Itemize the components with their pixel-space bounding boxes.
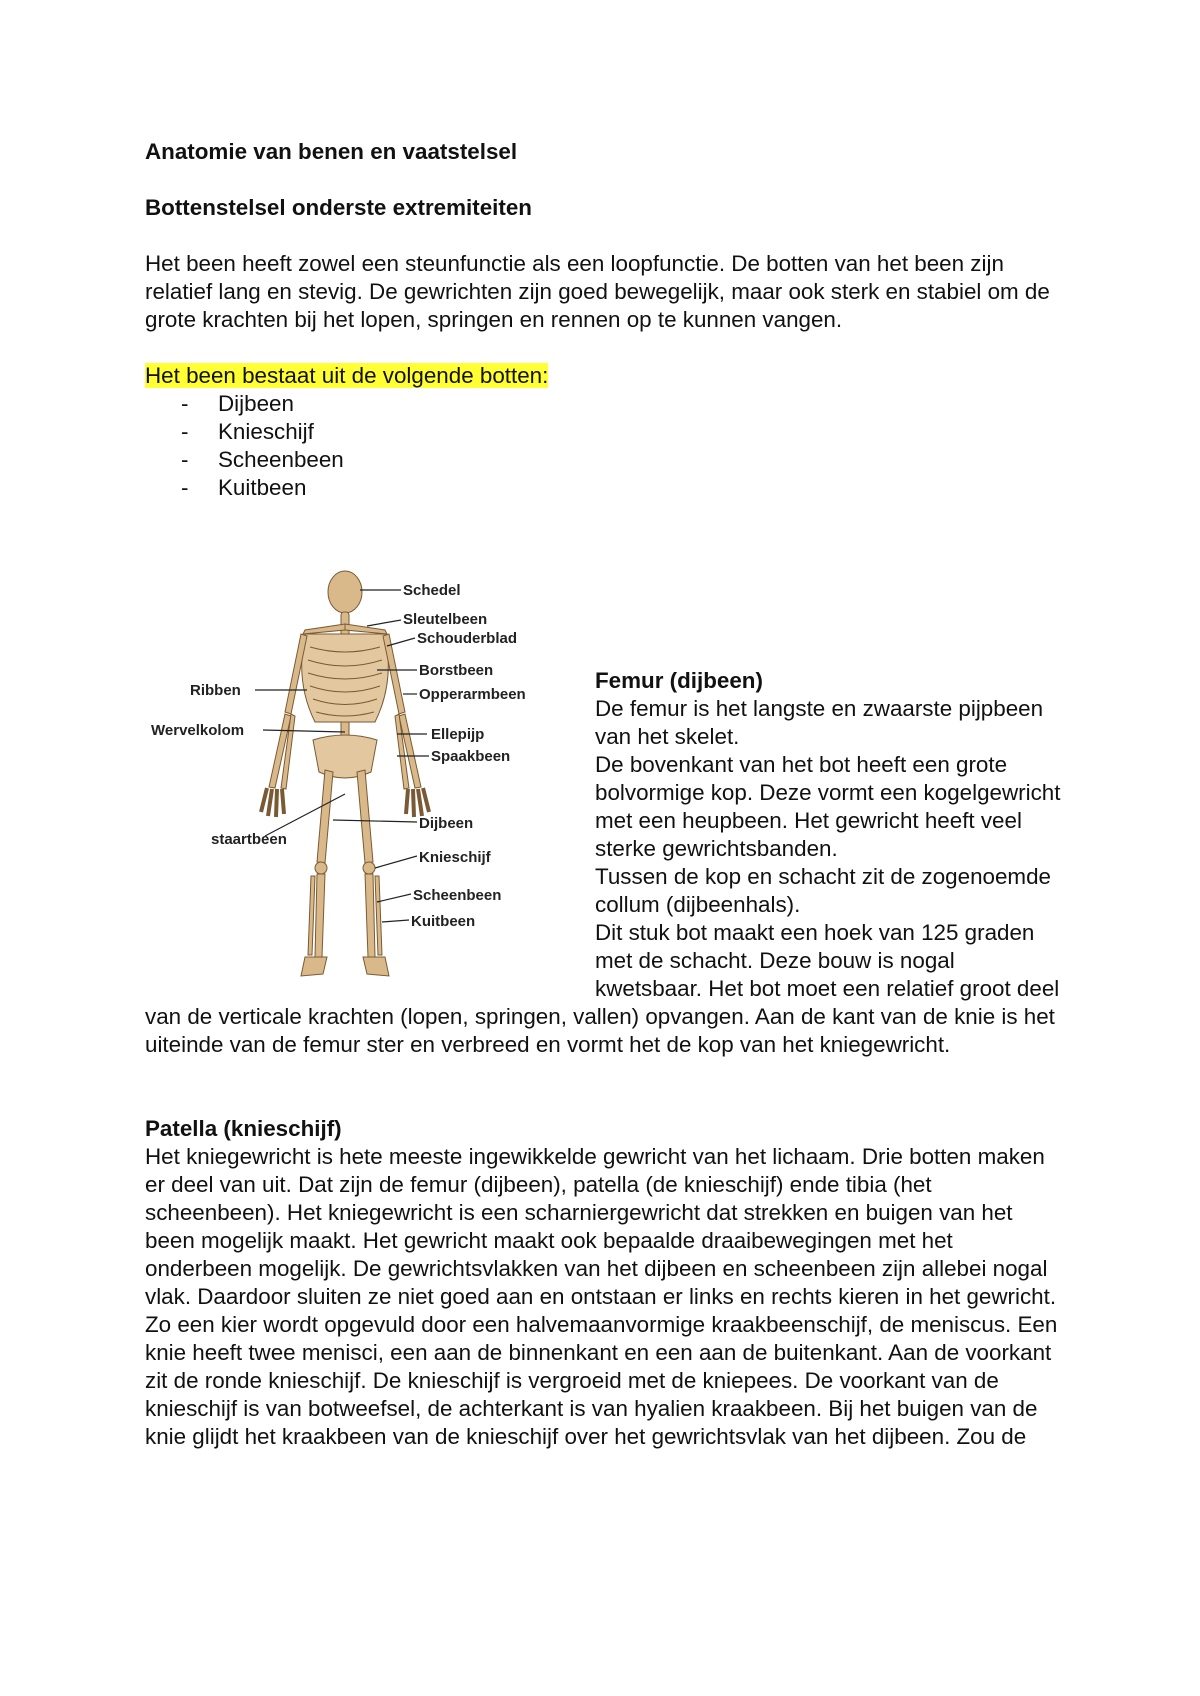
label-staartbeen: staartbeen — [211, 831, 287, 848]
label-dijbeen: Dijbeen — [419, 815, 474, 832]
list-item — [145, 390, 1065, 418]
list-dash: - — [181, 391, 189, 416]
highlighted-text: Het been bestaat uit de volgende botten: — [145, 363, 549, 388]
document-page — [145, 138, 1065, 1451]
bones-intro-line — [145, 362, 1065, 390]
label-sleutelbeen: Sleutelbeen — [403, 611, 488, 628]
list-item — [145, 446, 1065, 474]
label-schedel: Schedel — [403, 582, 461, 599]
label-ribben: Ribben — [190, 682, 241, 699]
label-kuitbeen: Kuitbeen — [411, 913, 476, 930]
femur-paragraph: De femur is het langste en zwaarste pijpbeen van het skelet. De bovenkant van het bot heeft een grote bolvormige kop. Deze vormt een kogelgewricht met een heupbeen. Het gewricht heeft veel sterke gewrichtsbanden. Tussen de kop en schacht zit de zogenoemde collum (dijbeenhals). Dit stuk bot maakt een hoek van 125 graden met de schacht. Deze bouw is nogal kwetsbaar. Het bot moet een relatief groot deel van de verticale krachten (lopen, springen, vallen) opvangen. Aan de kant van de knie is het uiteinde van de femur ster en verbreed en vormt het de kop van het kniegewricht. — [145, 696, 1061, 1057]
label-knieschijf: Knieschijf — [419, 849, 491, 866]
section-heading-femur: Femur (dijbeen) — [595, 668, 763, 693]
list-item-label: Knieschijf — [218, 419, 314, 444]
label-scheenbeen: Scheenbeen — [413, 887, 502, 904]
list-item-label: Kuitbeen — [218, 475, 307, 500]
skeleton-figure-section — [145, 562, 1065, 1059]
list-item — [145, 418, 1065, 446]
list-dash: - — [181, 475, 189, 500]
label-opperarmbeen: Opperarmbeen — [419, 686, 526, 703]
skeleton-figure — [145, 562, 575, 994]
list-dash: - — [181, 419, 189, 444]
label-wervelkolom: Wervelkolom — [151, 722, 245, 739]
list-item — [145, 474, 1065, 502]
label-ellepijp: Ellepijp — [431, 726, 485, 743]
label-schouderblad: Schouderblad — [417, 630, 518, 647]
patella-section — [145, 1115, 1065, 1451]
label-spaakbeen: Spaakbeen — [431, 748, 511, 765]
patella-paragraph: Het kniegewricht is hete meeste ingewikkelde gewricht van het lichaam. Drie botten maken er deel van uit. Dat zijn de femur (dijbeen), patella (de knieschijf) ende tibia (het scheenbeen). Het kniegewricht is een scharniergewricht dat strekken en buigen van het been mogelijk maakt. Het gewricht maakt ook bepaalde draaibewegingen met het onderbeen mogelijk. De gewrichtsvlakken van het dijbeen en scheenbeen zijn allebei nogal vlak. Daardoor sluiten ze niet goed aan en ontstaan er links en rechts kieren in het gewricht. Zo een kier wordt opgevuld door een halvemaanvormige kraakbeenschijf, de meniscus. Een knie heeft twee menisci, een aan de binnenkant en een aan de buitenkant. Aan de voorkant zit de ronde knieschijf. De knieschijf is vergroeid met de kniepees. De voorkant van de knieschijf is van botweefsel, de achterkant is van hyalien kraakbeen. Bij het buigen van de knie glijdt het kraakbeen van de knieschijf over het gewrichtsvlak van het dijbeen. Zou de — [145, 1144, 1058, 1449]
bone-list — [145, 390, 1065, 502]
section-heading-patella: Patella (knieschijf) — [145, 1116, 342, 1141]
skeleton-illustration — [261, 571, 429, 976]
intro-paragraph: Het been heeft zowel een steunfunctie als een loopfunctie. De botten van het been zijn relatief lang en stevig. De gewrichten zijn goed bewegelijk, maar ook sterk en stabiel om de grote krachten bij het lopen, springen en rennen op te kunnen vangen. — [145, 251, 1050, 332]
section-heading-bottenstelsel: Bottenstelsel onderste extremiteiten — [145, 195, 532, 220]
list-item-label: Scheenbeen — [218, 447, 344, 472]
document-title: Anatomie van benen en vaatstelsel — [145, 139, 518, 164]
list-dash: - — [181, 447, 189, 472]
list-item-label: Dijbeen — [218, 391, 294, 416]
label-borstbeen: Borstbeen — [419, 662, 494, 679]
